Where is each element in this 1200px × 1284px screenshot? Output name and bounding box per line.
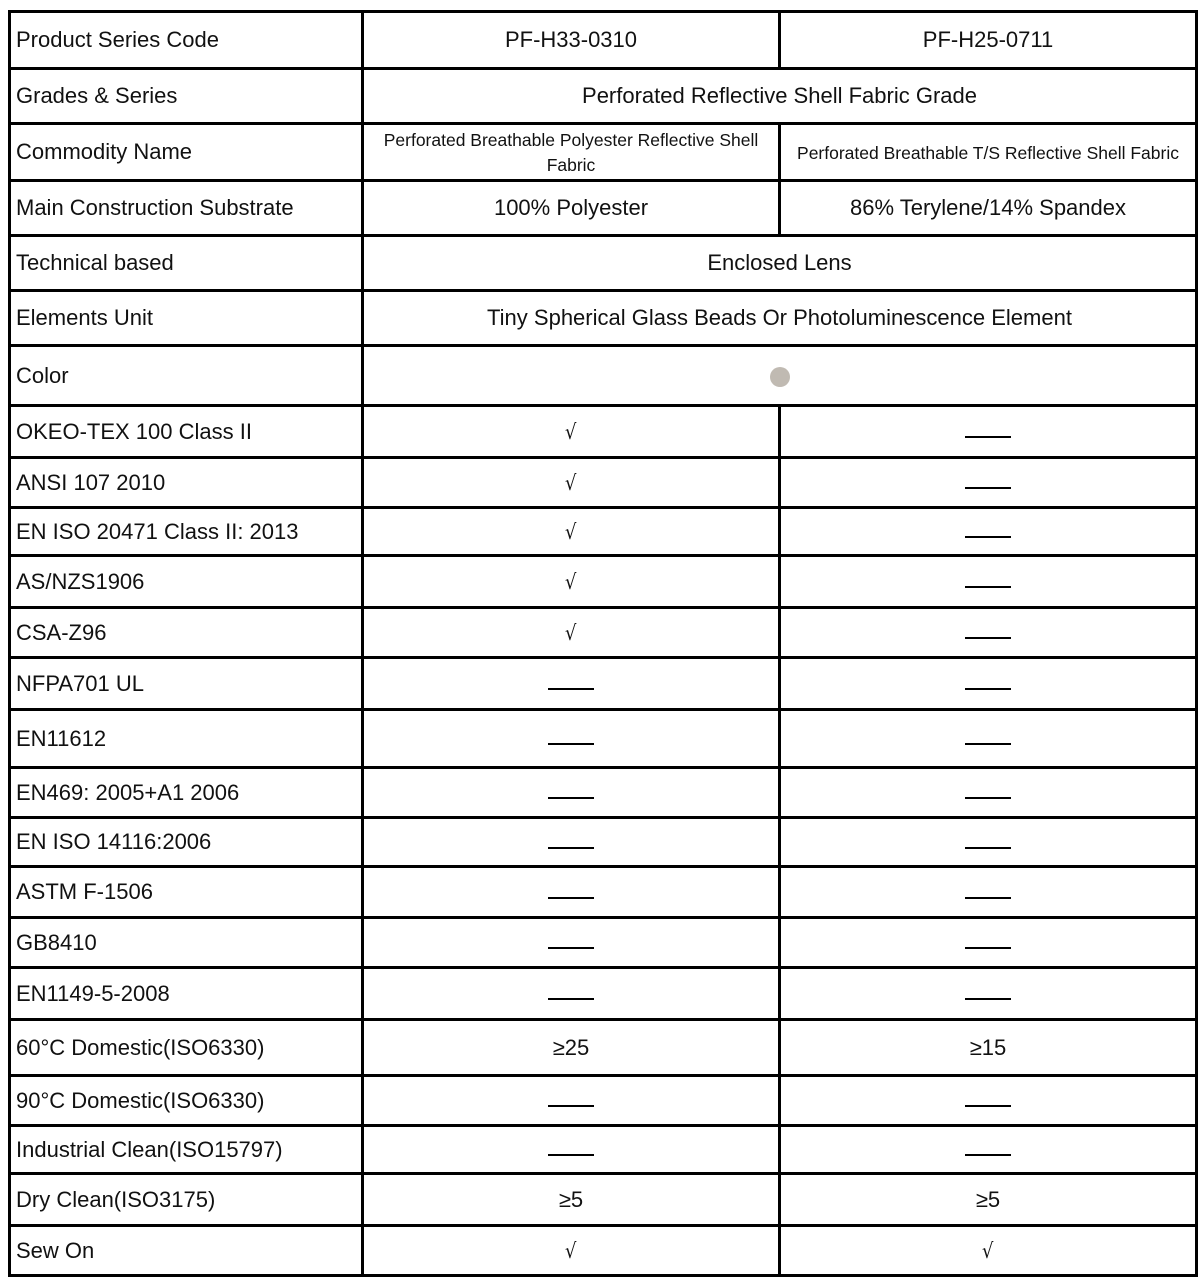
not-applicable-dash-icon [965,436,1011,438]
checkmark-icon: √ [565,620,577,645]
value-product-1 [363,768,780,818]
not-applicable-dash-icon [548,847,594,849]
not-applicable-dash-icon [965,586,1011,588]
color-swatch-dot-icon [770,367,790,387]
value-product-2 [780,508,1197,556]
not-applicable-dash-icon [965,688,1011,690]
checkmark-icon: √ [565,419,577,444]
value-product-1 [363,1226,780,1276]
color-value [363,346,1197,406]
row-label: 90°C Domestic(ISO6330) [10,1076,363,1126]
value-product-2 [780,867,1197,918]
checkmark-icon: √ [565,519,577,544]
table-row [10,768,1197,818]
row-label: EN11612 [10,710,363,768]
merged-value: Enclosed Lens [363,236,1197,291]
table-row [10,1020,1197,1076]
product-spec-table [8,10,1198,1277]
value-product-2 [780,406,1197,458]
value-product-2 [780,458,1197,508]
value-product-2 [780,1076,1197,1126]
value-product-1 [363,818,780,867]
not-applicable-dash-icon [965,1154,1011,1156]
product-code-1: PF-H33-0310 [363,12,780,69]
value-product-1 [363,556,780,608]
value-product-1 [363,406,780,458]
row-label: EN469: 2005+A1 2006 [10,768,363,818]
not-applicable-dash-icon [965,1105,1011,1107]
value-product-2 [780,1226,1197,1276]
table-row [10,918,1197,968]
row-label: Commodity Name [10,124,363,181]
value-product-2 [780,658,1197,710]
row-label: EN ISO 20471 Class II: 2013 [10,508,363,556]
merged-value: Tiny Spherical Glass Beads Or Photoluminescence Element [363,291,1197,346]
row-label: Industrial Clean(ISO15797) [10,1126,363,1174]
table-row [10,181,1197,236]
table-row [10,1174,1197,1226]
row-label: Dry Clean(ISO3175) [10,1174,363,1226]
row-label: Grades & Series [10,69,363,124]
row-label: EN ISO 14116:2006 [10,818,363,867]
not-applicable-dash-icon [548,797,594,799]
not-applicable-dash-icon [548,947,594,949]
value-product-2 [780,768,1197,818]
row-label: Main Construction Substrate [10,181,363,236]
table-row [10,291,1197,346]
table-row [10,818,1197,867]
row-label: Technical based [10,236,363,291]
not-applicable-dash-icon [548,743,594,745]
row-label: CSA-Z96 [10,608,363,658]
not-applicable-dash-icon [965,743,1011,745]
product-code-2: PF-H25-0711 [780,12,1197,69]
value-product-1: Perforated Breathable Polyester Reflective Shell Fabric [363,124,780,181]
table-row [10,406,1197,458]
value-product-2: ≥15 [780,1020,1197,1076]
value-product-2: Perforated Breathable T/S Reflective Shell Fabric [780,124,1197,181]
not-applicable-dash-icon [548,897,594,899]
table-row [10,508,1197,556]
row-label: ASTM F-1506 [10,867,363,918]
value-product-1 [363,1126,780,1174]
row-label: Product Series Code [10,12,363,69]
table-row [10,608,1197,658]
not-applicable-dash-icon [965,797,1011,799]
not-applicable-dash-icon [548,998,594,1000]
not-applicable-dash-icon [965,487,1011,489]
value-product-1 [363,867,780,918]
value-product-2: 86% Terylene/14% Spandex [780,181,1197,236]
row-label: AS/NZS1906 [10,556,363,608]
value-product-1: ≥25 [363,1020,780,1076]
table-row [10,556,1197,608]
value-product-2 [780,918,1197,968]
not-applicable-dash-icon [965,637,1011,639]
checkmark-icon: √ [565,470,577,495]
row-label: NFPA701 UL [10,658,363,710]
table-row [10,1226,1197,1276]
value-product-2 [780,1126,1197,1174]
table-row [10,968,1197,1020]
not-applicable-dash-icon [548,1105,594,1107]
not-applicable-dash-icon [965,847,1011,849]
checkmark-icon: √ [565,1238,577,1263]
table-row [10,346,1197,406]
value-product-1 [363,458,780,508]
value-product-2: ≥5 [780,1174,1197,1226]
table-row [10,69,1197,124]
not-applicable-dash-icon [548,1154,594,1156]
value-product-1 [363,508,780,556]
value-product-1: 100% Polyester [363,181,780,236]
not-applicable-dash-icon [965,897,1011,899]
row-label: EN1149-5-2008 [10,968,363,1020]
merged-value: Perforated Reflective Shell Fabric Grade [363,69,1197,124]
table-row [10,867,1197,918]
row-label: Sew On [10,1226,363,1276]
table-row [10,1126,1197,1174]
value-product-1 [363,918,780,968]
value-product-1 [363,658,780,710]
value-product-2 [780,556,1197,608]
row-label: 60°C Domestic(ISO6330) [10,1020,363,1076]
not-applicable-dash-icon [965,998,1011,1000]
table-row [10,1076,1197,1126]
row-label: Color [10,346,363,406]
value-product-2 [780,710,1197,768]
value-product-2 [780,818,1197,867]
table-row [10,658,1197,710]
value-product-1 [363,1076,780,1126]
table-row [10,236,1197,291]
not-applicable-dash-icon [965,536,1011,538]
value-product-1 [363,710,780,768]
value-product-2 [780,608,1197,658]
table-row [10,458,1197,508]
table-row [10,124,1197,181]
value-product-2 [780,968,1197,1020]
header-row [10,12,1197,69]
row-label: ANSI 107 2010 [10,458,363,508]
value-product-1 [363,608,780,658]
not-applicable-dash-icon [548,688,594,690]
row-label: Elements Unit [10,291,363,346]
checkmark-icon: √ [565,569,577,594]
value-product-1 [363,968,780,1020]
checkmark-icon: √ [982,1238,994,1263]
not-applicable-dash-icon [965,947,1011,949]
row-label: OKEO-TEX 100 Class II [10,406,363,458]
table-row [10,710,1197,768]
row-label: GB8410 [10,918,363,968]
value-product-1: ≥5 [363,1174,780,1226]
